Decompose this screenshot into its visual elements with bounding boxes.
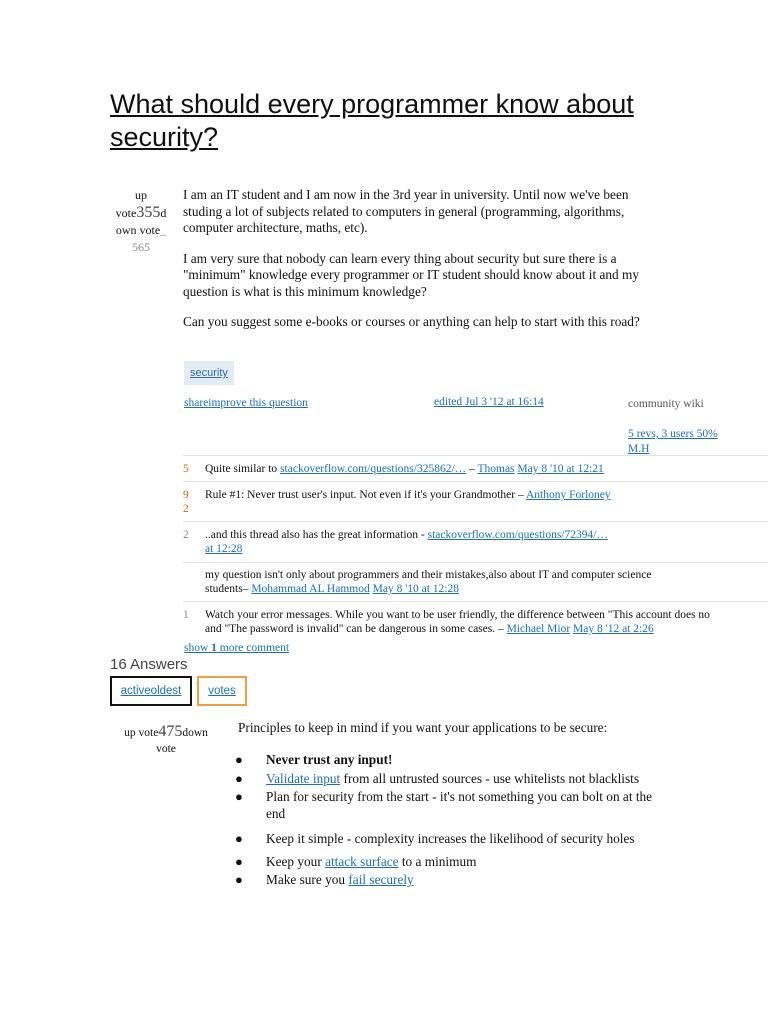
comment-continuation [205, 542, 768, 556]
bullet-icon: ● [235, 771, 243, 786]
post-menu [184, 397, 308, 409]
validate-input-link[interactable]: Validate input [266, 771, 341, 786]
comment [205, 462, 768, 476]
list-item-text: from all untrusted sources - use whitelists not blacklists [340, 771, 639, 786]
tag-security[interactable] [184, 361, 234, 385]
list-item-text: to a minimum [398, 854, 477, 869]
divider [183, 521, 768, 522]
downvote-label-rest[interactable]: own vote [115, 223, 161, 237]
comment-user[interactable]: Mohammad AL Hammod [251, 583, 370, 595]
question-paragraph: I am an IT student and I am now in the 3rd year in university. Until now we've been studing a lot of subjects related to computers in general (programming, algorithms, computer architecture, maths, etc). [183, 187, 629, 235]
comment-text: and "The password is invalid" can be dangerous in some cases. – [205, 623, 507, 635]
author-link[interactable]: M.H [628, 443, 650, 455]
vote-count: 355 [136, 204, 161, 221]
divider [183, 481, 768, 482]
list-item-text: Keep it simple - complexity increases the likelihood of security holes [266, 831, 635, 846]
comment-text: Quite similar to [205, 463, 281, 475]
comment-text: Watch your error messages. While you want to be user friendly, the difference between "This account does no [205, 609, 710, 621]
comment-continuation [205, 582, 768, 596]
fail-securely-link[interactable]: fail securely [348, 872, 414, 887]
answer-vote-cell [114, 724, 218, 757]
show-more-comments-link[interactable]: show 1 more comment [184, 642, 290, 654]
list-item [235, 830, 658, 847]
comment-user[interactable]: Thomas [477, 463, 515, 475]
comment-score: 2 [183, 529, 189, 541]
downvote-label[interactable]: d [160, 206, 167, 220]
list-item [235, 770, 658, 787]
tab-active[interactable]: active [120, 685, 151, 697]
revisions-info [628, 427, 718, 457]
upvote-label-rest[interactable]: vote [115, 206, 137, 220]
list-item-text: Make sure you [266, 872, 349, 887]
comment-user[interactable]: Michael Mior [506, 623, 571, 635]
comment-text: students– [205, 583, 252, 595]
comment-separator: – [466, 463, 478, 475]
bullet-icon: ● [235, 789, 243, 804]
comment [205, 528, 768, 542]
bullet-icon: ● [235, 872, 243, 887]
comment-score: 1 [183, 609, 189, 621]
comment-score: 5 [183, 463, 189, 475]
divider [183, 562, 768, 563]
answer-principles-list [235, 751, 658, 888]
comment [205, 608, 768, 622]
upvote-label[interactable]: up vote [124, 727, 159, 739]
comment [205, 568, 768, 582]
comment-time[interactable]: May 8 '12 at 2:26 [573, 623, 654, 635]
tab-votes-label[interactable]: votes [208, 685, 236, 697]
upvote-label[interactable]: up [135, 188, 147, 202]
answer-vote-count: 475 [158, 723, 183, 740]
comment-link[interactable]: stackoverflow.com/questions/72394/… [427, 529, 608, 541]
list-item-text: Plan for security from the start - it's not something you can bolt on at the end [266, 789, 653, 821]
comment-link[interactable]: stackoverflow.com/questions/325862/… [280, 463, 467, 475]
comment [205, 488, 768, 502]
comment-continuation [205, 622, 768, 636]
improve-question-link[interactable]: improve this question [208, 397, 308, 409]
divider [183, 455, 768, 456]
bullet-icon: ● [235, 752, 243, 767]
share-link[interactable]: share [184, 397, 209, 409]
tab-votes[interactable] [197, 676, 247, 706]
question-body [183, 187, 663, 345]
answers-count-header: 16 Answers [110, 656, 188, 673]
list-item [235, 871, 658, 888]
tab-oldest[interactable]: oldest [150, 685, 182, 697]
tab-active-oldest[interactable] [110, 676, 192, 706]
comment-text: my question isn't only about programmers and their mistakes,also about IT and computer science [205, 569, 652, 581]
question-paragraph: Can you suggest some e-books or courses or anything can help to start with this road? [183, 314, 640, 329]
comment-time[interactable]: May 8 '10 at 12:28 [372, 583, 460, 595]
comment-text: Rule #1: Never trust user's input. Not even if it's your Grandmother – [205, 489, 526, 501]
list-item [235, 853, 658, 870]
page-title: What should every programmer know about security? [110, 89, 634, 152]
comment-time[interactable]: May 8 '10 at 12:21 [517, 463, 604, 475]
revisions-link[interactable]: 5 revs, 3 users 50% [628, 428, 718, 440]
downvote-label[interactable]: down vote [156, 727, 208, 755]
list-item [235, 751, 658, 768]
bullet-icon: ● [235, 831, 243, 846]
divider [183, 601, 768, 602]
tag-label[interactable]: security [190, 367, 228, 379]
edited-link[interactable]: edited Jul 3 '12 at 16:14 [434, 396, 544, 408]
answer-intro: Principles to keep in mind if you want your applications to be secure: [238, 720, 608, 735]
edited-info [434, 396, 544, 408]
question-vote-cell: up vote355d own vote_ 565 [106, 187, 176, 256]
list-item-text: Never trust any input! [266, 752, 393, 767]
comment-user[interactable]: Anthony Forloney [525, 489, 611, 501]
list-item-text: Keep your [266, 854, 326, 869]
favorite-count: 565 [132, 240, 150, 254]
comment-time[interactable]: at 12:28 [205, 543, 243, 555]
comment-score: 9 2 [183, 489, 189, 515]
comment-text: ..and this thread also has the great information - [205, 529, 428, 541]
attack-surface-link[interactable]: attack surface [325, 854, 399, 869]
list-item [235, 788, 658, 822]
question-paragraph: I am very sure that nobody can learn every thing about security but sure there is a "minimum" knowledge every programmer or IT student should know about it and my question is what is this minimum knowledge? [183, 250, 639, 299]
bullet-icon: ● [235, 854, 243, 869]
community-wiki-label: community wiki [628, 398, 704, 410]
